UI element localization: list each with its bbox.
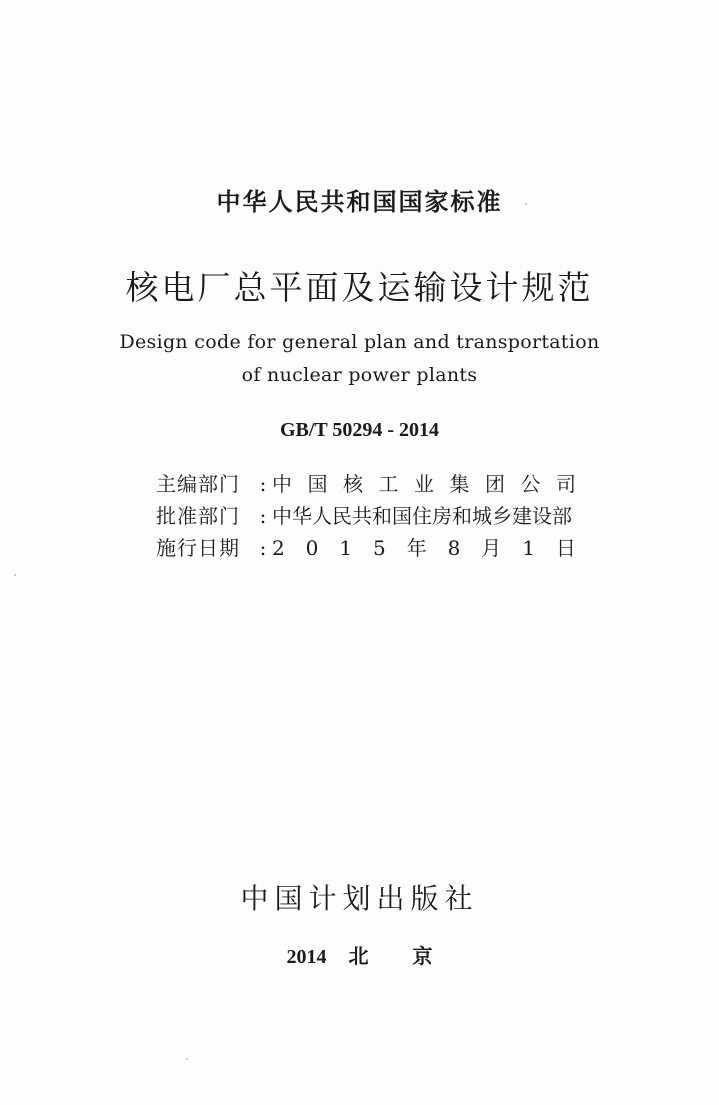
effective-date-char: 8 <box>447 536 461 560</box>
publication-city-char: 京 <box>412 946 433 968</box>
effective-date-char: 日 <box>555 536 576 560</box>
effective-date-char: 月 <box>481 536 502 560</box>
publication-year: 2014 <box>286 946 327 968</box>
effective-date-value <box>272 532 576 564</box>
editor-char: 中 <box>272 472 292 496</box>
editor-char: 核 <box>343 472 363 496</box>
scan-speck <box>186 1058 188 1060</box>
scan-speck <box>14 574 16 576</box>
effective-date-char: 1 <box>522 536 535 560</box>
document-title-english-line-1: Design code for general plan and transportation <box>119 331 600 353</box>
publication-city-char: 北 <box>348 946 369 968</box>
effective-date-label: 施行日期 <box>156 536 240 560</box>
effective-date-row <box>156 532 576 564</box>
editor-value <box>272 468 576 500</box>
effective-date-char: 2 <box>272 536 285 560</box>
editor-char: 业 <box>414 472 434 496</box>
effective-date-char: 年 <box>406 536 427 560</box>
editor-char: 集 <box>449 472 470 496</box>
effective-date-char: 5 <box>373 536 386 560</box>
approver-label: 批准部门 <box>156 504 240 528</box>
document-title-chinese: 核电厂总平面及运输设计规范 <box>125 268 594 307</box>
approver-row <box>156 500 576 532</box>
effective-date-char: 0 <box>305 536 319 560</box>
editor-separator: : <box>259 472 267 496</box>
publication-year-city <box>0 940 719 969</box>
approver-value: 中华人民共和国住房和城乡建设部 <box>272 504 572 528</box>
scan-speck <box>525 203 527 205</box>
editor-char: 工 <box>378 472 399 496</box>
effective-date-separator: : <box>259 536 267 560</box>
editor-label: 主编部门 <box>156 472 240 496</box>
document-title-english-line-2: of nuclear power plants <box>241 364 478 386</box>
publisher-name: 中国计划出版社 <box>240 882 479 915</box>
editor-char: 公 <box>520 472 541 496</box>
editor-char: 司 <box>556 472 576 496</box>
publication-metadata <box>156 468 576 564</box>
editor-row <box>156 468 576 500</box>
approver-separator: : <box>259 504 267 528</box>
standard-series-title: 中华人民共和国国家标准 <box>216 188 503 216</box>
effective-date-char: 1 <box>339 536 353 560</box>
standard-code: GB/T 50294 - 2014 <box>279 419 440 441</box>
editor-char: 团 <box>485 472 505 496</box>
editor-char: 国 <box>307 472 328 496</box>
